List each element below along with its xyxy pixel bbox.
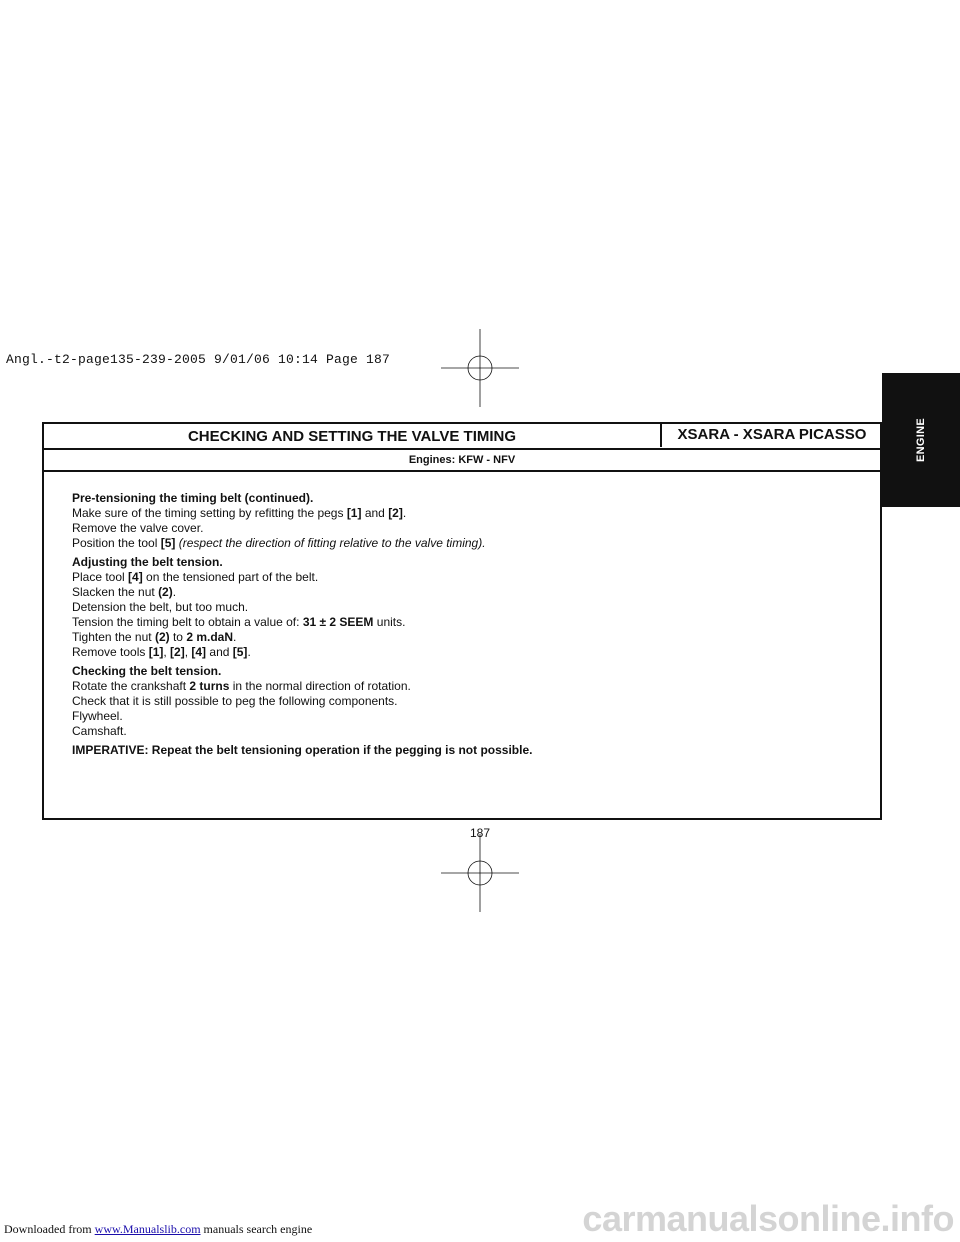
- section-tab-label: ENGINE: [915, 418, 927, 462]
- imperative-note: IMPERATIVE: Repeat the belt tensioning operation if the pegging is not possible.: [72, 743, 533, 757]
- page-number: 187: [469, 826, 491, 840]
- instruction-line: Flywheel.: [72, 709, 123, 723]
- instruction-line: Place tool [4] on the tensioned part of the belt.: [72, 570, 319, 584]
- engines-label: Engines: KFW - NFV: [44, 450, 880, 472]
- instruction-line: Detension the belt, but too much.: [72, 600, 249, 614]
- procedure-body: [72, 491, 852, 762]
- instruction-line: Position the tool [5] (respect the direction of fitting relative to the valve timing).: [72, 536, 486, 550]
- instruction-line: Check that it is still possible to peg the following components.: [72, 694, 398, 708]
- procedure-frame: [42, 422, 882, 820]
- section-heading: Pre-tensioning the timing belt (continued).: [72, 491, 314, 505]
- section-checking: [72, 664, 852, 739]
- model-label: XSARA - XSARA PICASSO: [677, 426, 867, 443]
- section-pretensioning: [72, 491, 852, 551]
- instruction-line: Remove the valve cover.: [72, 521, 204, 535]
- section-heading: Checking the belt tension.: [72, 664, 222, 678]
- section-heading: Adjusting the belt tension.: [72, 555, 223, 569]
- instruction-line: Make sure of the timing setting by refitting the pegs [1] and [2].: [72, 506, 407, 520]
- registration-mark-top: [441, 329, 519, 407]
- registration-mark-bottom: [441, 834, 519, 912]
- section-tab-engine: [882, 373, 960, 507]
- instruction-line: Tension the timing belt to obtain a value of: 31 ± 2 SEEM units.: [72, 615, 406, 629]
- title-row: [44, 424, 880, 450]
- instruction-line: Rotate the crankshaft 2 turns in the normal direction of rotation.: [72, 679, 411, 693]
- manualslib-link[interactable]: www.Manualslib.com: [94, 1222, 201, 1236]
- download-footer: Downloaded from www.Manualslib.com manuals search engine: [4, 1222, 313, 1236]
- instruction-line: Remove tools [1], [2], [4] and [5].: [72, 645, 251, 659]
- instruction-line: Tighten the nut (2) to 2 m.daN.: [72, 630, 237, 644]
- section-adjusting: [72, 555, 852, 660]
- instruction-line: Camshaft.: [72, 724, 127, 738]
- instruction-line: Slacken the nut (2).: [72, 585, 177, 599]
- page-title: CHECKING AND SETTING THE VALVE TIMING: [44, 424, 662, 447]
- watermark: carmanualsonline.info: [582, 1198, 954, 1239]
- print-slug: Angl.-t2-page135-239-2005 9/01/06 10:14 Page 187: [6, 352, 391, 367]
